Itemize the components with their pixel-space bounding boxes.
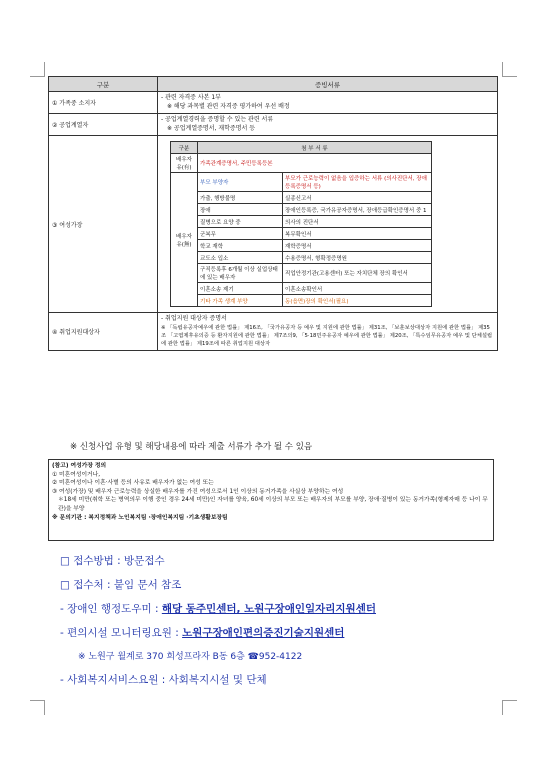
row-line: - 관련 자격증 사본 1부 [161,94,221,101]
sub-value: 복무확인서 [283,228,432,240]
receipt-place: □ 접수처 : 붙임 문서 참조 [60,579,182,591]
sub-value: 실종신고서 [283,192,432,204]
receipt-method: □ 접수방법 : 방문접수 [60,555,165,567]
row-content [158,136,498,313]
reference-line: ② 미혼여성이나 이혼·사별 등의 사유로 배우자가 없는 여성 또는 [52,480,214,486]
additional-docs-note: ※ 신청사업 유형 및 해당내용에 따라 제출 서류가 추가 될 수 있음 [70,442,313,452]
document-requirements-table [48,76,498,351]
reference-title: (참고) 여성가장 정의 [52,463,107,469]
sub-key: 기타 가족 생계 부양 [198,295,283,307]
reference-line: ③ 여성(가장) 및 배우자 근로능력을 상실한 배우자를 가진 여성으로서 1인 이상의 동거가족을 사실상 부양하는 여성 [52,488,344,495]
sub-key: 이혼소송 제기 [198,283,283,295]
list-item [60,625,344,640]
item-prefix: - 사회복지서비스요원 : [60,674,169,686]
reference-footer: ※ 문의기관 : 복지정책과 노인복지팀 ·장애인복지팀 ·기초생활보장팀 [52,515,228,521]
row-content [158,114,498,136]
row-line: - 취업지원 대상자 증명서 [161,315,227,322]
female-head-subtable [170,141,432,307]
sub-key: 장애 [198,204,283,216]
sub-key: 가출, 행방불명 [198,192,283,204]
row-note: ※ 「독립유공자예우에 관한 법률」 제16조, 「국가유공자 등 예우 및 지원에 관한 법률」 제31조, 「보훈보상대상자 지원에 관한 법률」 제35조 「고엽제후유의증 등 환자지원에 관한 법률」 제7조의9, 「5·18민주유공자 예우에 관한 법률」 제20조, 「특수임무유공자 예우 및 단체설립에 관한 법률」 제19조에 따른 취업지원 대상자 [161,324,493,347]
item-prefix: - 편의시설 모니터링요원 : [60,627,183,639]
item-value: 해당 동주민센터, 노원구장애인일자리지원센터 [161,603,376,615]
sub-value: 재학증명서 [283,240,432,252]
row-content [158,313,498,351]
reference-line: ＊18세 미만(취학 또는 병역의무 이행 중인 경우 24세 미만)인 자녀를 양육, 60세 이상의 부모 또는 배우자의 부모를 부양, 장애·질병이 있는 동거가족(형제자매 등 나이 무관)을 부양 [58,497,488,512]
sub-key: 학교 재학 [198,240,283,252]
header-category: 구분 [49,77,158,92]
crop-mark-bottom-left [30,700,45,715]
sub-value: 장애인등록증, 국가유공자증명서, 장애등급확인증명서 중 1 [283,204,432,216]
row-label: ② 공업계열자 [49,114,158,136]
sub-key: 교도소 입소 [198,252,283,264]
sub-key: 구직등록후 6개월 이상 실업상태에 있는 배우자 [198,264,283,283]
sub-value: 동(읍면)장의 확인서(필요) [283,295,432,307]
row-note: ※ 공업계열증명서, 재학증명서 등 [167,124,256,132]
item-prefix: - 장애인 행정도우미 : [60,603,162,615]
address-note [78,649,302,662]
sub-group-label: 배우자 유(有) [171,154,198,173]
reference-line: ① 미혼여성이거나, [52,471,101,478]
sub-header-category: 구분 [171,142,198,154]
sub-group-label: 배우자 유(無) [171,173,198,307]
list-item [60,601,376,616]
sub-header-docs: 첨 부 서 류 [198,142,432,154]
sub-value: 가족관계증명서, 주민등록등본 [200,161,273,167]
row-label: ④ 취업지원대상자 [49,313,158,351]
row-line: - 공업계열경력을 증명할 수 있는 관련 서류 [161,116,274,123]
crop-mark-top-right [502,62,517,77]
sub-value: 이혼소송확인서 [283,283,432,295]
row-label: ① 가족중 소지자 [49,92,158,114]
sub-key: 질병으로 요양 중 [198,216,283,228]
reference-box [48,459,494,541]
item-value: 노원구장애인편의증진기술지원센터 [182,627,345,639]
sub-value: 의사의 진단서 [283,216,432,228]
header-documents: 증빙서류 [158,77,498,92]
sub-value: 부모가 근로능력이 없음을 입증하는 서류 (의사진단서, 장애등록증명서 등) [283,173,432,192]
item-value: 사회복지시설 및 단체 [168,674,267,686]
sub-row [198,154,432,173]
row-label: ③ 여성가장 [49,136,158,313]
sub-key: 부모 부양자 [198,173,283,192]
address-text: ※ 노원구 월계로 370 희성프라자 B동 6층 [78,652,248,662]
sub-value: 수용증명서, 형확정증명원 [283,252,432,264]
sub-key: 군복무 [198,228,283,240]
crop-mark-bottom-right [502,700,517,715]
sub-value: 직업안정기관(고용센터) 또는 자치단체 장의 확인서 [283,264,432,283]
crop-mark-top-left [30,62,45,77]
phone-number: ☎952-4122 [247,652,303,662]
row-content [158,92,498,114]
list-item [60,672,267,687]
row-note: ※ 해당 과목별 관련 자격증 평가하여 우선 배정 [167,102,290,110]
